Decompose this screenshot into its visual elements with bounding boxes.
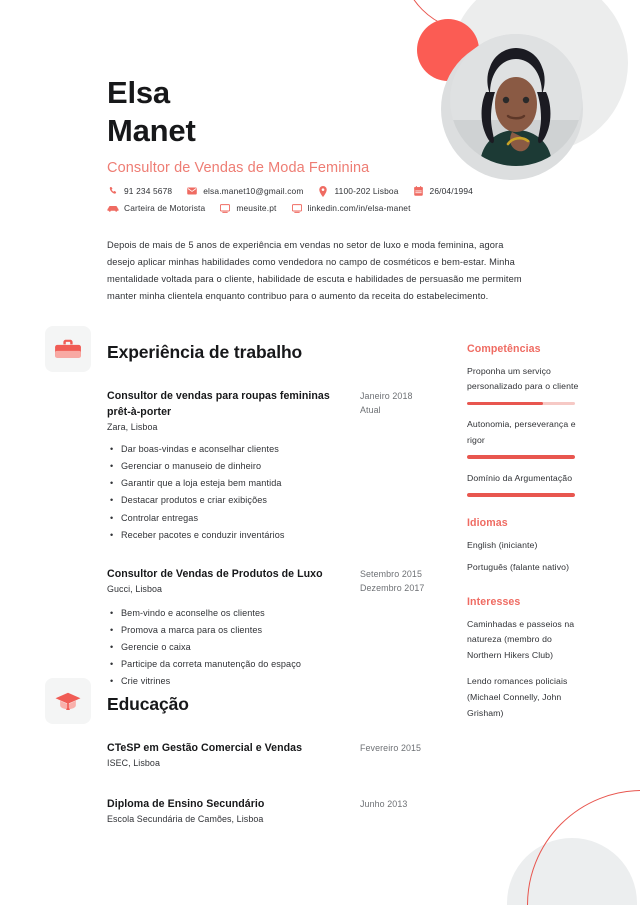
entry-org: ISEC, Lisboa	[107, 758, 160, 769]
graduation-cap-icon	[45, 678, 91, 724]
skill-progress-fill	[467, 402, 543, 405]
interests-section	[467, 596, 585, 722]
bullet-item: • Garantir que a loja esteja bem mantida	[107, 475, 452, 492]
skill-label: Autonomia, perseverança e rigor	[467, 419, 576, 445]
entry-role: Diploma de Ensino Secundário	[107, 798, 265, 811]
skill-progress-bar	[467, 455, 575, 458]
location-pin-icon	[317, 185, 329, 197]
sidebar	[467, 343, 585, 742]
bullet-item: • Participe da correta manutenção do espaço	[107, 656, 452, 673]
skill-progress-fill	[467, 455, 575, 458]
entry-role: Consultor de vendas para roupas femininas prêt-à-porter	[107, 390, 330, 419]
entry-role: Consultor de Vendas de Produtos de Luxo	[107, 567, 323, 580]
phone-icon	[107, 185, 119, 197]
bullet-item: • Crie vitrines	[107, 673, 452, 690]
contact-phone-text: 91 234 5678	[124, 186, 173, 196]
page-title	[107, 74, 437, 176]
monitor-icon	[219, 202, 231, 214]
contact-block	[107, 185, 527, 219]
bullet-item: • Gerenciar o manuseio de dinheiro	[107, 458, 452, 475]
avatar	[450, 34, 582, 166]
decorative-ring-top	[400, 0, 550, 32]
education-entry	[107, 796, 452, 824]
education-entry	[107, 740, 452, 768]
experience-header	[107, 330, 452, 374]
contact-row-2	[107, 202, 527, 214]
entry-date-start: Setembro 2015	[360, 568, 422, 579]
bullet-item: • Receber pacotes e conduzir inventários	[107, 527, 452, 544]
skills-title: Competências	[467, 343, 541, 355]
contact-birthdate	[413, 185, 473, 197]
education-title: Educação	[107, 693, 189, 714]
entry-date-start: Junho 2013	[360, 799, 408, 810]
language-item: Português (falante nativo)	[467, 562, 570, 573]
bullet-item: • Dar boas-vindas e aconselhar clientes	[107, 441, 452, 458]
bullet-item: • Controlar entregas	[107, 510, 452, 527]
contact-location	[317, 185, 398, 197]
language-item: English (iniciante)	[467, 539, 538, 550]
car-icon	[107, 202, 119, 214]
contact-email	[186, 185, 303, 197]
entry-org: Zara, Lisboa	[107, 422, 158, 433]
profile-summary: Depois de mais de 5 anos de experiência em vendas no setor de luxo e moda feminina, agora desejo aplicar minhas habilidades como vendedora no campo de cosméticos e bem-estar. Minha mentalidade voltada para o cliente, habilidade de escuta e habilidades de persuasão me permitem manter minha clientela enquanto contribuo para o aumento da receita do estabelecimento.	[107, 240, 522, 301]
monitor-icon	[291, 202, 303, 214]
entry-dates	[360, 796, 452, 811]
skills-section	[467, 343, 585, 497]
contact-driving-licence	[107, 202, 205, 214]
entry-role: CTeSP em Gestão Comercial e Vendas	[107, 742, 303, 754]
experience-section	[107, 330, 452, 690]
briefcase-icon	[45, 326, 91, 372]
contact-linkedin[interactable]	[291, 202, 411, 214]
entry-bullets	[107, 605, 452, 690]
education-header	[107, 682, 452, 726]
skill-item	[467, 364, 585, 405]
contact-website-text: meusite.pt	[236, 203, 277, 213]
skill-label: Proponha um serviço personalizado para o cliente	[467, 366, 579, 392]
experience-entry	[107, 566, 452, 690]
contact-linkedin-text: linkedin.com/in/elsa-manet	[307, 203, 411, 213]
contact-birthdate-text: 26/04/1994	[429, 186, 473, 196]
skill-item	[467, 417, 585, 458]
entry-dates	[360, 388, 452, 418]
contact-driving-licence-text: Carteira de Motorista	[124, 203, 206, 213]
bullet-item: • Gerencie o caixa	[107, 639, 452, 656]
skill-progress-bar	[467, 402, 575, 405]
skill-item	[467, 471, 585, 497]
experience-entry	[107, 388, 452, 544]
decorative-ring-bottom	[527, 790, 640, 905]
education-section	[107, 682, 452, 824]
entry-bullets	[107, 441, 452, 544]
contact-website[interactable]	[219, 202, 276, 214]
skill-progress-fill	[467, 493, 575, 496]
decorative-gray-circle-bottom	[507, 838, 637, 905]
bullet-item: • Bem-vindo e aconselhe os clientes	[107, 605, 452, 622]
entry-date-end: Atual	[360, 405, 381, 416]
languages-title: Idiomas	[467, 516, 508, 529]
entry-date-start: Janeiro 2018	[360, 391, 413, 401]
email-icon	[186, 185, 198, 197]
contact-phone	[107, 185, 172, 197]
last-name: Manet	[107, 112, 196, 148]
interest-item: Lendo romances policiais (Michael Connelly, John Grisham)	[467, 676, 568, 718]
interests-title: Interesses	[467, 595, 521, 608]
contact-location-text: 1100-202 Lisboa	[334, 186, 399, 196]
bullet-item: • Destacar produtos e criar exibições	[107, 492, 452, 509]
entry-dates	[360, 566, 452, 596]
skill-label: Domínio da Argumentação	[467, 472, 573, 483]
contact-row-1	[107, 185, 527, 197]
interest-item: Caminhadas e passeios na natureza (membro do Northern Hikers Club)	[467, 618, 575, 661]
experience-title: Experiência de trabalho	[107, 341, 303, 362]
calendar-icon	[413, 185, 425, 197]
entry-date-start: Fevereiro 2015	[360, 743, 422, 753]
entry-org: Escola Secundária de Camões, Lisboa	[107, 814, 264, 825]
first-name: Elsa	[107, 75, 170, 110]
job-title: Consultor de Vendas de Moda Feminina	[107, 159, 370, 176]
languages-section	[467, 517, 585, 576]
entry-date-end: Dezembro 2017	[360, 583, 425, 594]
contact-email-text: elsa.manet10@gmail.com	[203, 186, 304, 196]
entry-org: Gucci, Lisboa	[107, 583, 163, 594]
entry-dates	[360, 740, 452, 755]
bullet-item: • Promova a marca para os clientes	[107, 622, 452, 639]
skill-progress-bar	[467, 493, 575, 496]
